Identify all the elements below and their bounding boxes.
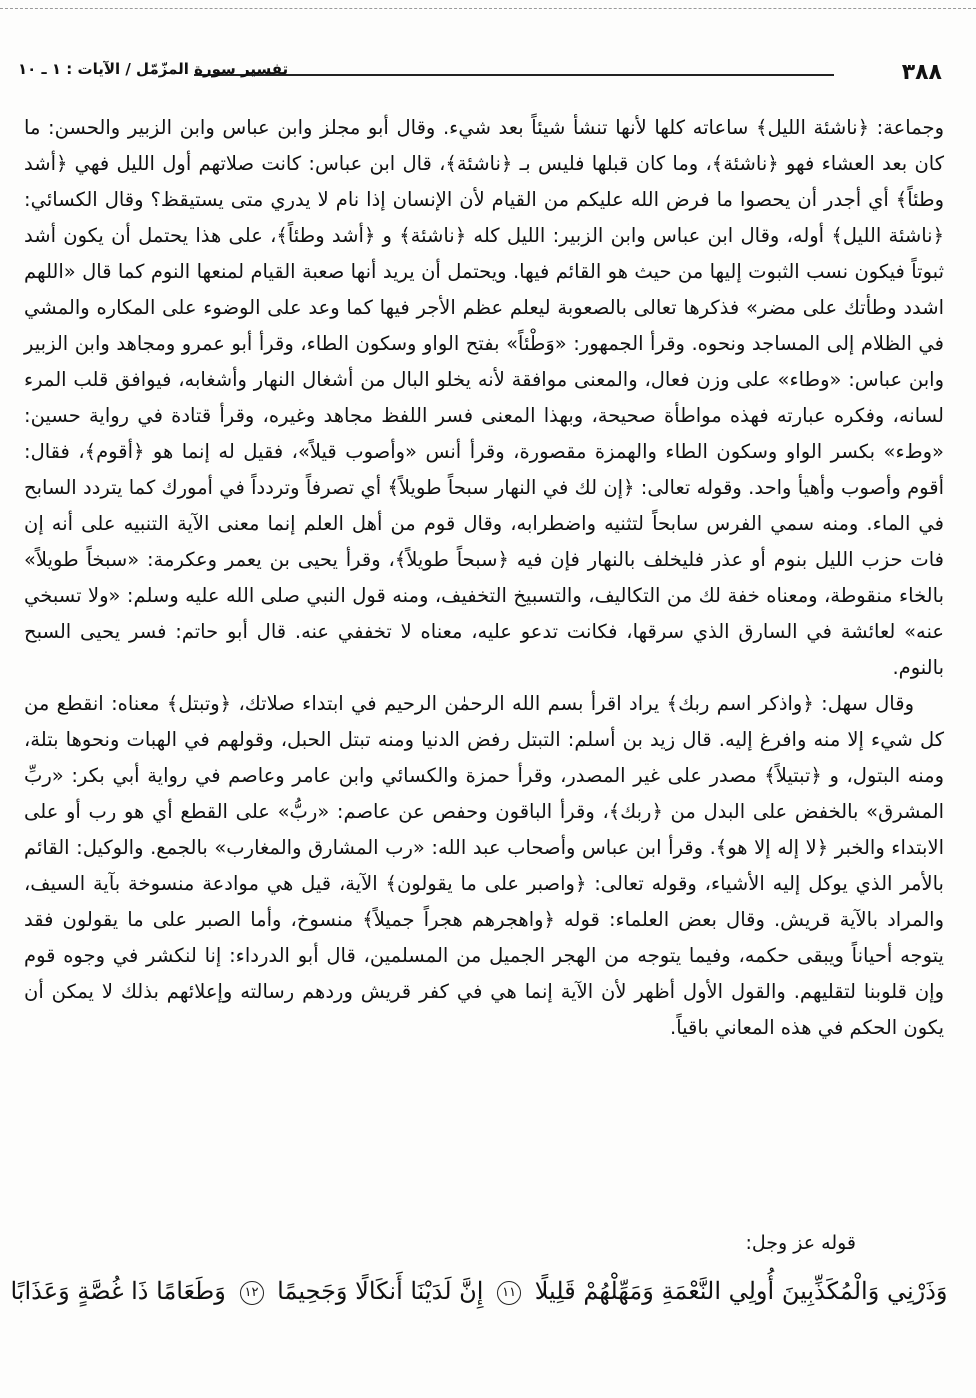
scan-edge-line [0, 8, 976, 9]
verse-text-part-2: إِنَّ لَدَيْنَا أَنكَالًا وَجَحِيمًا [277, 1277, 484, 1305]
paragraph-commentary-1: وجماعة: ﴿ناشئة الليل﴾ ساعاته كلها لأنها تنشأ شيئاً بعد شيء. وقال أبو مجلز وابن عباس وابن الزبير والحسن: ما كان بعد العشاء فهو ﴿ناشئة﴾، وما كان قبلها فليس بـ ﴿ناشئة﴾، قال ابن عباس: كانت صلاتهم أول الليل فهي ﴿أشد وطئاً﴾ أي أجدر أن يحصوا ما فرض الله عليكم من القيام لأن الإنسان إذا نام لا يدري متى يستيقظ؟ وقال الكسائي: ﴿ناشئة الليل﴾ أوله، وقال ابن عباس وابن الزبير: الليل كله ﴿ناشئة﴾ و ﴿أشد وطئاً﴾، على هذا يحتمل أن يكون أشد ثبوتاً فيكون نسب الثبوت إليها من حيث هو القائم فيها. ويحتمل أن يريد أنها صعبة القيام لمنعها النوم كما قال «اللهم اشدد وطأتك على مضر» فذكرها تعالى بالصعوبة ليعلم عظم الأجر فيها كما وعد على الوضوء على المكاره والمشي في الظلام إلى المساجد ونحوه. وقرأ الجمهور: «وَطْئاً» بفتح الواو وسكون الطاء، وقرأ أبو عمرو ومجاهد وابن الزبير وابن عباس: «وطاء» على وزن فعال، والمعنى موافقة لأنه يخلو البال من أشغال النهار وأشغابه، فيوافق قلب المرء لسانه، وفكره عبارته فهذه مواطأة صحيحة، وبهذا المعنى فسر اللفظ مجاهد وغيره، وقرأ قتادة في رواية حسين: «وطء» بكسر الواو وسكون الطاء والهمزة مقصورة، وقرأ أنس «وأصوب قيلاً»، فقيل له إنما هو ﴿أقوم﴾، فقال: أقوم وأصوب وأهيأ واحد. وقوله تعالى: ﴿إن لك في النهار سبحاً طويلاً﴾ أي تصرفاً وتردداً في أمورك كما يتردد السابح في الماء. ومنه سمي الفرس سابحاً لتثنيه واضطرابه، وقال قوم من أهل العلم إنما معنى الآية التنبيه على أنه إن فات حزب الليل بنوم أو عذر فليخلف بالنهار فإن فيه ﴿سبحاً طويلاً﴾، وقرأ يحيى بن يعمر وعكرمة: «سبخاً طويلاً» بالخاء منقوطة، ومعناه خفة لك من التكاليف، والتسبيخ التخفيف، ومنه قول النبي صلى الله عليه وسلم: «ولا تسبخي عنه» لعائشة في السارق الذي سرقها، فكانت تدعو عليه، معناه لا تخففي عنه. قال أبو حاتم: فسر يحيى السبح بالنوم. [24, 116, 944, 679]
verse-intro-label: قوله عز وجل: [745, 1232, 856, 1254]
page-header [14, 58, 966, 92]
ayah-number-marker: ١١ [497, 1281, 521, 1305]
running-title: تفسير سورة المزّمّل / الآيات : ١ ـ ١٠ [18, 60, 289, 78]
ayah-number-marker: ١٢ [240, 1281, 264, 1305]
quran-verse-line [4, 1266, 954, 1316]
header-rule [194, 74, 834, 76]
body-text [24, 110, 944, 1046]
paragraph-commentary-2: وقال سهل: ﴿واذكر اسم ربك﴾ يراد اقرأ بسم الله الرحمٰن الرحيم في ابتداء صلاتك، ﴿وتبتل﴾ معناه: انقطع من كل شيء إلا منه وافرغ إليه. قال زيد بن أسلم: التبتل رفض الدنيا ومنه تبتل الحبل، وقولهم في الهبات ونحوها بتلة، ومنه البتول، و ﴿تبتيلاً﴾ مصدر على غير المصدر، وقرأ حمزة والكسائي وابن عامر وعاصم في رواية أبي بكر: «ربِّ المشرق» بالخفض على البدل من ﴿ربك﴾، وقرأ الباقون وحفص عن عاصم: «ربُّ» على القطع أي هو رب أو على الابتداء والخبر ﴿لا إله إلا هو﴾. وقرأ ابن عباس وأصحاب عبد الله: «رب المشارق والمغارب» بالجمع. والوكيل: القائم بالأمر الذي يوكل إليه الأشياء، وقوله تعالى: ﴿واصبر على ما يقولون﴾ الآية، قيل هي موادعة منسوخة بآية السيف، والمراد بالآية قريش. وقال بعض العلماء: قوله ﴿واهجرهم هجراً جميلاً﴾ منسوخ، وأما الصبر على ما يقولون فقد يتوجه أحياناً ويبقى حكمه، وفيما يتوجه من الهجر الجميل من المسلمين، قال أبو الدرداء: إنا لنكشر في وجوه قوم وإن قلوبنا لتقليهم. والقول الأول أظهر لأن الآية إنما هي في كفر قريش وردهم رسالته وإعلائهم بذلك لا يمكن أن يكون الحكم في هذه المعاني باقياً. [24, 692, 944, 1039]
verse-text-part-1: وَذَرْنِي وَالْمُكَذِّبِينَ أُولِي النَّعْمَةِ وَمَهِّلْهُمْ قَلِيلًا [534, 1277, 948, 1305]
page-number: ٣٨٨ [901, 60, 942, 85]
verse-text-part-3: وَطَعَامًا ذَا غُصَّةٍ وَعَذَابًا [10, 1277, 226, 1305]
